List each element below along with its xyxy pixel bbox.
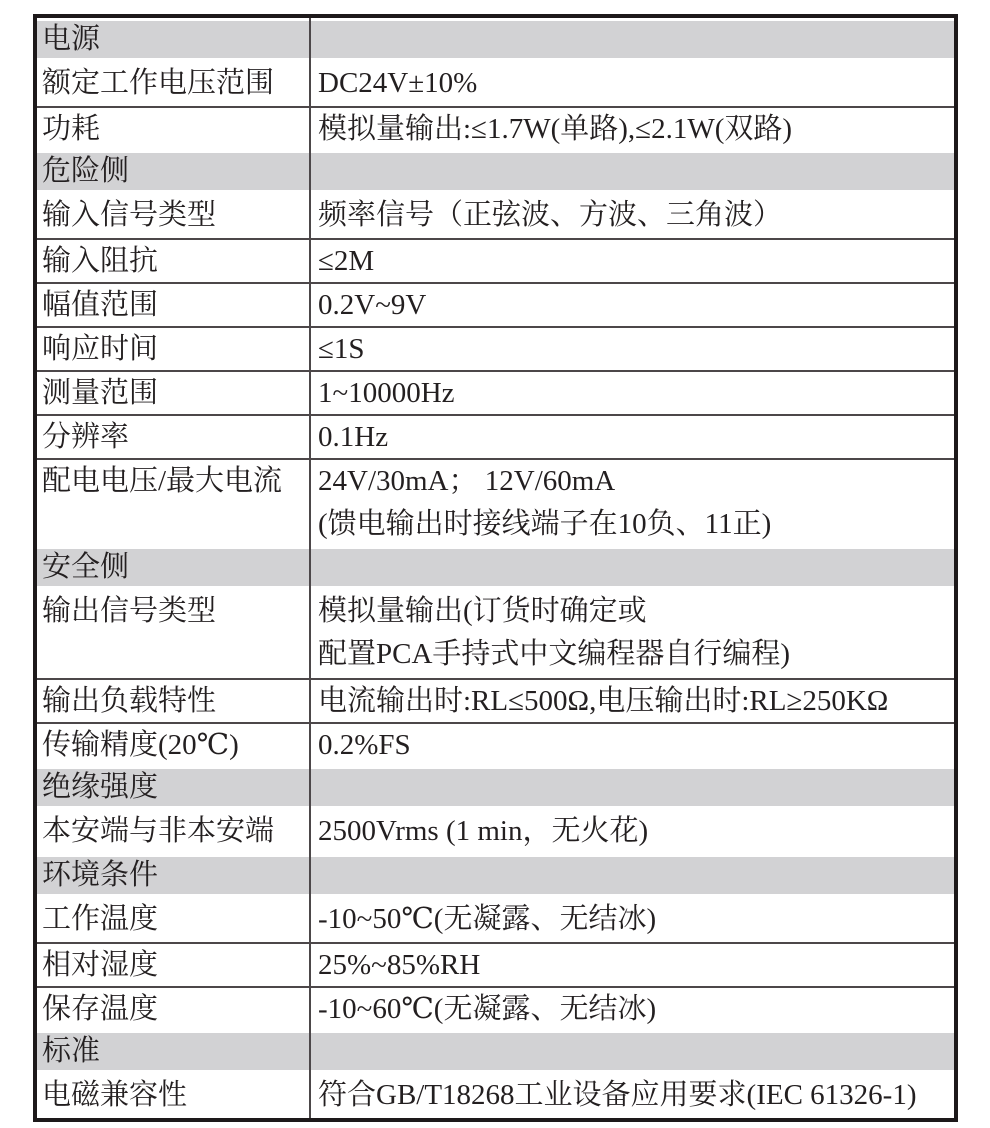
spec-value: [309, 372, 954, 414]
spec-value: [309, 62, 954, 106]
spec-label: 输入阻抗: [42, 245, 159, 277]
spec-value: [309, 1074, 954, 1118]
spec-row: [37, 326, 954, 370]
spec-value-line: -10~60℃(无凝露、无结冰): [318, 993, 657, 1025]
spec-value: [309, 194, 954, 238]
section-header-row: [37, 1030, 954, 1074]
spec-row: [37, 678, 954, 722]
spec-label: 输出负载特性: [42, 685, 217, 717]
spec-label: 保存温度: [42, 993, 159, 1025]
section-title: 绝缘强度: [42, 771, 159, 803]
spec-row: [37, 238, 954, 282]
spec-label: 功耗: [42, 113, 101, 145]
spec-value-line: 2500Vrms (1 min，无火花): [318, 815, 649, 847]
section-title: 电源: [42, 23, 101, 55]
spec-value: [309, 416, 954, 458]
section-header-row: [37, 854, 954, 898]
spec-label: 传输精度(20℃): [42, 729, 239, 761]
spec-value-line: DC24V±10%: [318, 67, 478, 99]
spec-value-line: 0.2%FS: [318, 729, 411, 761]
section-header-row: [37, 150, 954, 194]
section-header-row: [37, 766, 954, 810]
spec-row: [37, 370, 954, 414]
spec-row: [37, 810, 954, 854]
spec-value: [309, 810, 954, 854]
spec-row: [37, 282, 954, 326]
spec-value-line: ≤2M: [318, 245, 375, 277]
spec-label: 测量范围: [42, 377, 159, 409]
section-title: 安全侧: [42, 551, 130, 583]
spec-label: 配电电压/最大电流: [42, 465, 283, 497]
spec-row: [37, 942, 954, 986]
spec-value-line: 频率信号（正弦波、方波、三角波）: [318, 199, 783, 231]
spec-label: 分辨率: [42, 421, 130, 453]
spec-row: [37, 1074, 954, 1118]
spec-value-line: 0.1Hz: [318, 421, 389, 453]
spec-label: 工作温度: [42, 903, 159, 935]
spec-row: [37, 62, 954, 106]
spec-value-line: 电流输出时:RL≤500Ω,电压输出时:RL≥250KΩ: [318, 685, 889, 717]
spec-row: [37, 458, 954, 546]
spec-row: [37, 986, 954, 1030]
spec-value: [309, 240, 954, 282]
spec-value: [309, 328, 954, 370]
spec-value: [309, 898, 954, 942]
spec-label: 响应时间: [42, 333, 159, 365]
spec-row: [37, 106, 954, 150]
spec-value: [309, 680, 954, 722]
spec-value: [309, 108, 954, 150]
spec-table: [33, 14, 958, 1122]
section-header-row: [37, 546, 954, 590]
spec-value: [309, 460, 954, 546]
spec-row: [37, 898, 954, 942]
spec-value-line: 配置PCA手持式中文编程器自行编程): [318, 638, 791, 670]
section-header-row: [37, 18, 954, 62]
spec-label: 本安端与非本安端: [42, 815, 275, 847]
spec-value: [309, 590, 954, 678]
spec-value-line: 0.2V~9V: [318, 289, 427, 321]
spec-value-line: 25%~85%RH: [318, 949, 481, 981]
spec-label: 输入信号类型: [42, 199, 217, 231]
column-divider-line: [309, 18, 311, 1118]
spec-value-line: 模拟量输出(订货时确定或: [318, 595, 647, 627]
spec-value-line: ≤1S: [318, 333, 365, 365]
spec-value: [309, 284, 954, 326]
spec-row: [37, 722, 954, 766]
section-title: 危险侧: [42, 155, 130, 187]
spec-value: [309, 988, 954, 1030]
section-title: 标准: [42, 1035, 101, 1067]
spec-label: 输出信号类型: [42, 595, 217, 627]
section-title: 环境条件: [42, 859, 159, 891]
spec-label: 额定工作电压范围: [42, 67, 275, 99]
spec-label: 电磁兼容性: [42, 1079, 188, 1111]
spec-row: [37, 414, 954, 458]
spec-value-line: -10~50℃(无凝露、无结冰): [318, 903, 657, 935]
spec-row: [37, 590, 954, 678]
spec-row: [37, 194, 954, 238]
spec-value-line: 符合GB/T18268工业设备应用要求(IEC 61326-1): [318, 1079, 917, 1111]
spec-value-line: 模拟量输出:≤1.7W(单路),≤2.1W(双路): [318, 113, 793, 145]
spec-value: [309, 944, 954, 986]
spec-label: 幅值范围: [42, 289, 159, 321]
spec-value-line: (馈电输出时接线端子在10负、11正): [318, 508, 772, 540]
spec-value-line: 24V/30mA； 12V/60mA: [318, 465, 616, 497]
spec-label: 相对湿度: [42, 949, 159, 981]
spec-value: [309, 724, 954, 766]
spec-value-line: 1~10000Hz: [318, 377, 455, 409]
